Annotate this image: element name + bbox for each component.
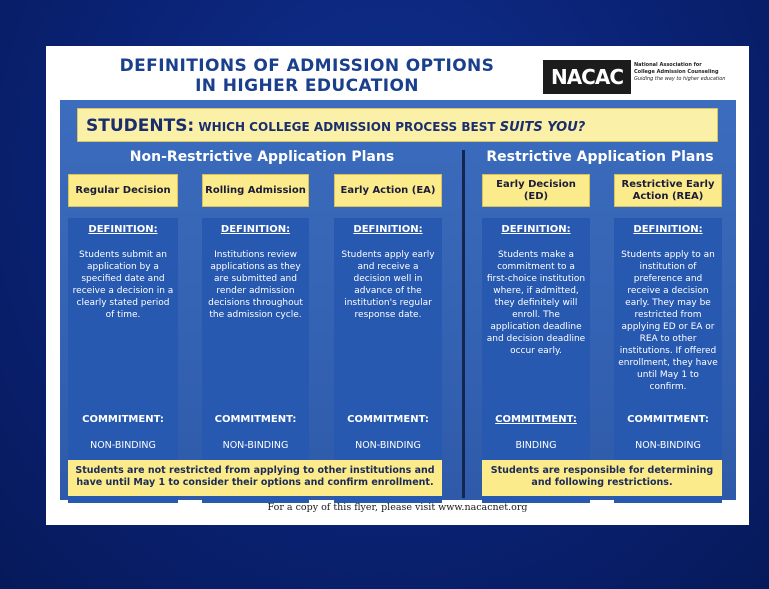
- definition-text: Students apply early and receive a decision well in advance of the institution's regular response date.: [341, 250, 435, 320]
- nacac-logo: NACAC: [543, 60, 631, 94]
- banner-text: WHICH COLLEGE ADMISSION PROCESS BEST: [194, 120, 500, 134]
- non-restrictive-note: Students are not restricted from applying to other institutions and have until May 1 to consider their options and confirm enrollment.: [68, 460, 442, 496]
- commitment-value: NON-BINDING: [222, 440, 289, 451]
- commitment-label: COMMITMENT:: [495, 414, 577, 425]
- definition-label: DEFINITION:: [220, 224, 291, 235]
- title-line-2: IN HIGHER EDUCATION: [195, 76, 419, 96]
- commitment-label: COMMITMENT:: [214, 414, 297, 425]
- definition-label: DEFINITION:: [353, 224, 423, 235]
- definition-text: Students submit an application by a specified date and receive a decision in a clearly stated period of time.: [72, 250, 174, 320]
- commitment-label: COMMITMENT:: [82, 414, 164, 425]
- plan-name-early-decision: Early Decision (ED): [482, 174, 590, 207]
- banner-emphasis: SUITS YOU?: [499, 120, 586, 135]
- group-divider: [462, 150, 465, 498]
- flyer-card: [46, 46, 749, 525]
- commitment-value: NON-BINDING: [355, 440, 421, 451]
- logo-tagline: Guiding the way to higher education: [634, 76, 726, 82]
- plan-name-rolling-admission: Rolling Admission: [202, 174, 309, 207]
- definition-label: DEFINITION:: [501, 224, 571, 235]
- restrictive-heading: Restrictive Application Plans: [486, 149, 714, 165]
- definition-label: DEFINITION:: [88, 224, 158, 235]
- plan-name-restrictive-early-action: Restrictive Early Action (REA): [614, 174, 722, 207]
- non-restrictive-heading: Non-Restrictive Application Plans: [129, 149, 395, 165]
- plan-name-regular-decision: Regular Decision: [68, 174, 178, 207]
- students-banner: [77, 108, 718, 142]
- commitment-label: COMMITMENT:: [627, 414, 709, 425]
- commitment-value: NON-BINDING: [635, 440, 701, 451]
- logo-name-line-2: College Admission Counseling: [634, 69, 719, 75]
- definition-text: Students apply to an institution of preference and receive a decision early. They may be restricted from applying ED or EA or REA to other institutions. If offered enrollment, they have until May 1 to confirm.: [618, 250, 718, 392]
- flyer-title: [97, 56, 517, 96]
- options-panel: [60, 100, 736, 500]
- commitment-label: COMMITMENT:: [347, 414, 429, 425]
- commitment-value: BINDING: [515, 440, 557, 451]
- footer-url-note: For a copy of this flyer, please visit www.nacacnet.org: [267, 502, 528, 513]
- commitment-value: NON-BINDING: [90, 440, 156, 451]
- definition-label: DEFINITION:: [633, 224, 703, 235]
- title-line-1: DEFINITIONS OF ADMISSION OPTIONS: [119, 56, 495, 76]
- logo-name-line-1: National Association for: [634, 62, 702, 68]
- banner-lead: STUDENTS:: [86, 116, 195, 136]
- definition-text: Students make a commitment to a first-choice institution where, if admitted, they definitely will enroll. The application deadline and decision deadline occur early.: [486, 250, 586, 356]
- restrictive-note: Students are responsible for determining and following restrictions.: [482, 460, 722, 496]
- plan-name-early-action: Early Action (EA): [334, 174, 442, 207]
- definition-text: Institutions review applications as they are submitted and render admission decisions throughout the admission cycle.: [208, 250, 303, 320]
- nacac-logo-text: [634, 62, 746, 83]
